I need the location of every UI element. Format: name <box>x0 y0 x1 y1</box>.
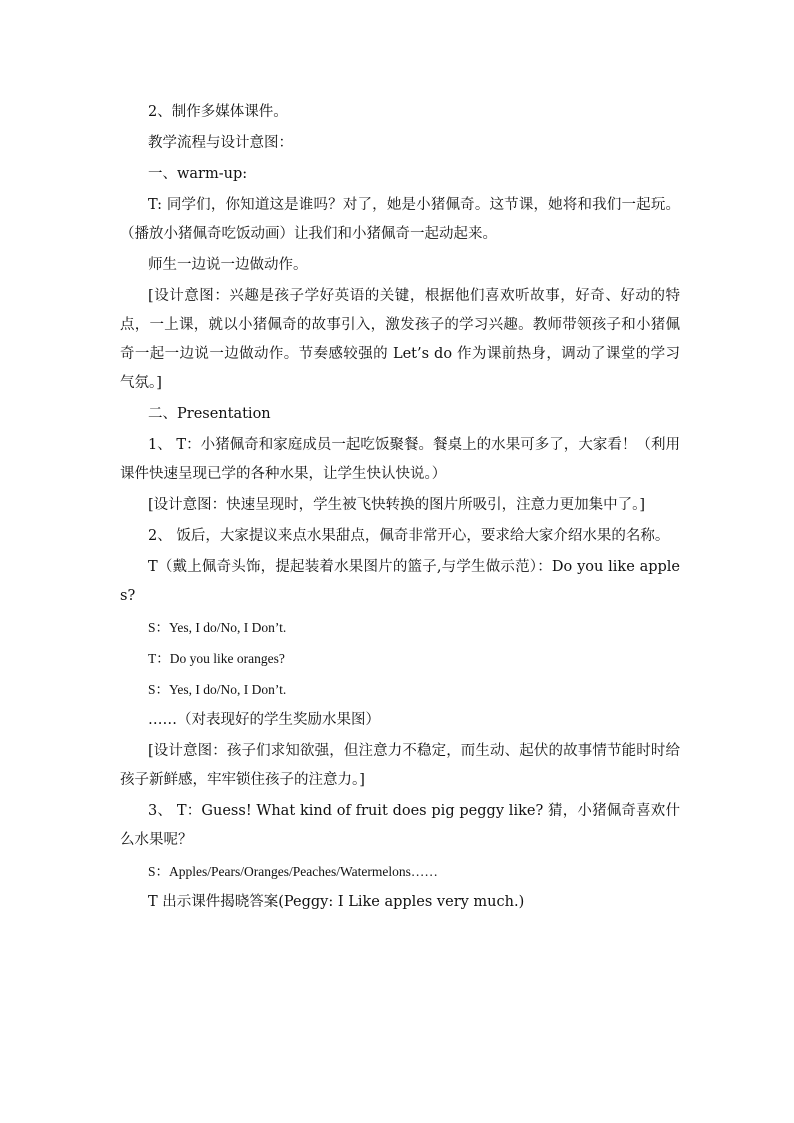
section-warm-up-heading: 一、warm-up: <box>148 166 248 182</box>
section-presentation-heading: 二、Presentation <box>148 406 271 422</box>
activity-paragraph: 师生一边说一边做动作。 <box>148 257 308 273</box>
student-reply-2: S：Yes, I do/No, I Don’t. <box>148 682 287 697</box>
design-intent-1: [设计意图：兴趣是孩子学好英语的关键，根据他们喜欢听故事，好奇、好动的特点，一上课，就以小猪佩奇的故事引入，激发孩子的学习兴趣。教师带领孩子和小猪佩奇一起一边说一边做动作。节奏感较强的 Let’s do 作为课前热身，调动了课堂的学习气氛。] <box>120 288 680 391</box>
prep-item-2: 2、制作多媒体课件。 <box>148 104 288 120</box>
presentation-step-3: 3、 T：Guess! What kind of fruit does pig peggy like? 猜，小猪佩奇喜欢什么水果呢？ <box>120 803 680 848</box>
reward-note: ……（对表现好的学生奖励水果图） <box>148 712 380 728</box>
student-answers: S：Apples/Pears/Oranges/Peaches/Watermelons…… <box>148 864 438 879</box>
teacher-question-2: T：Do you like oranges? <box>148 651 285 666</box>
presentation-step-2: 2、 饭后，大家提议来点水果甜点，佩奇非常开心，要求给大家介绍水果的名称。 <box>148 528 670 544</box>
presentation-step-1: 1、 T：小猪佩奇和家庭成员一起吃饭聚餐。餐桌上的水果可多了，大家看！（利用课件快速呈现已学的各种水果，让学生快认快说。） <box>120 437 680 482</box>
teacher-reveal-answer: T 出示课件揭晓答案(Peggy: I Like apples very much.) <box>148 894 525 910</box>
section-heading-flow: 教学流程与设计意图： <box>148 135 293 151</box>
student-reply-1: S：Yes, I do/No, I Don’t. <box>148 620 287 635</box>
design-intent-3: [设计意图：孩子们求知欲强，但注意力不稳定，而生动、起伏的故事情节能时时给孩子新鲜感，牢牢锁住孩子的注意力。] <box>120 743 680 788</box>
teacher-intro-paragraph: T: 同学们，你知道这是谁吗？对了，她是小猪佩奇。这节课，她将和我们一起玩。（播放小猪佩奇吃饭动画）让我们和小猪佩奇一起动起来。 <box>120 197 680 242</box>
design-intent-2: [设计意图：快速呈现时，学生被飞快转换的图片所吸引，注意力更加集中了。] <box>148 497 646 513</box>
document-body <box>120 98 680 919</box>
teacher-demo-line: T（戴上佩奇头饰，提起装着水果图片的篮子,与学生做示范）：Do you like apples? <box>120 559 680 604</box>
